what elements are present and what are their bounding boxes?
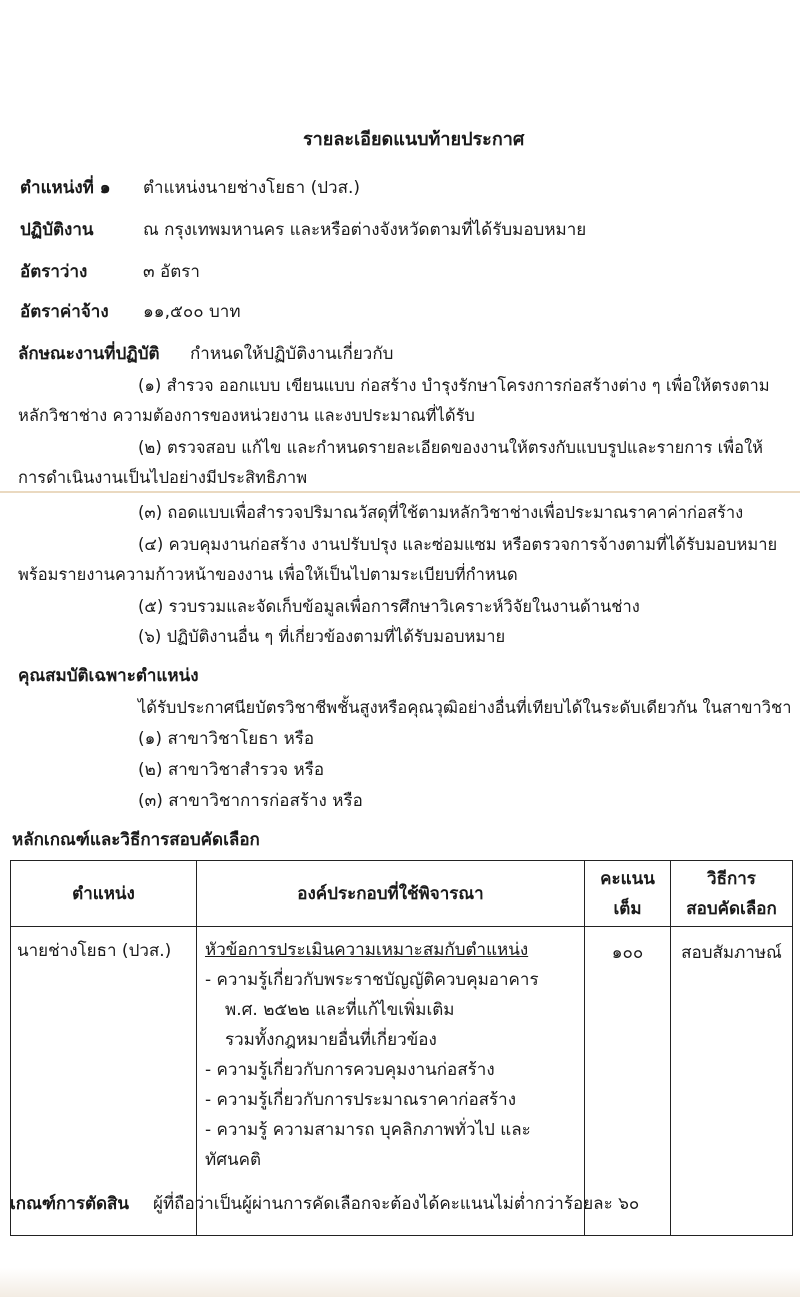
- component-line: - ความรู้ ความสามารถ บุคลิกภาพทั่วไป และทัศนคติ: [205, 1120, 531, 1170]
- duty-line: (๓) ถอดแบบเพื่อสำรวจปริมาณวัสดุที่ใช้ตามหลักวิชาช่างเพื่อประมาณราคาค่าก่อสร้าง: [138, 503, 744, 522]
- criteria-table: [10, 860, 793, 1236]
- row-score: ๑๐๐: [585, 927, 671, 1236]
- duty-line: การดำเนินงานเป็นไปอย่างมีประสิทธิภาพ: [18, 468, 308, 487]
- qualification-item: (๒) สาขาวิชาสำรวจ หรือ: [138, 760, 325, 780]
- header-method-line1: วิธีการ: [707, 868, 756, 889]
- duties-heading: ลักษณะงานที่ปฏิบัติ: [18, 344, 160, 364]
- header-components: องค์ประกอบที่ใช้พิจารณา: [197, 861, 585, 927]
- criteria-header-row: [11, 861, 793, 927]
- component-heading: หัวข้อการประเมินความเหมาะสมกับตำแหน่ง: [205, 940, 529, 960]
- header-score: [585, 861, 671, 927]
- qualifications-intro: ได้รับประกาศนียบัตรวิชาชีพชั้นสูงหรือคุณวุฒิอย่างอื่นที่เทียบได้ในระดับเดียวกัน ในสาขาวิชา: [138, 698, 792, 717]
- header-score-line2: เต็ม: [613, 898, 642, 919]
- row-position: นายช่างโยธา (ปวส.): [11, 927, 197, 1236]
- position-label: ตำแหน่งที่ ๑: [20, 178, 111, 198]
- scan-fold-line: [0, 491, 800, 493]
- wage-label: อัตราค่าจ้าง: [20, 302, 109, 322]
- component-line: พ.ศ. ๒๕๒๒ และที่แก้ไขเพิ่มเติม: [225, 1000, 455, 1020]
- scan-bottom-edge: [0, 1268, 800, 1297]
- qualification-item: (๓) สาขาวิชาการก่อสร้าง หรือ: [138, 791, 363, 811]
- wage-value: ๑๑,๕๐๐ บาท: [143, 302, 241, 322]
- duty-line: (๔) ควบคุมงานก่อสร้าง งานปรับปรุง และซ่อมแซม หรือตรวจการจ้างตามที่ได้รับมอบหมาย: [138, 535, 778, 554]
- workplace-value: ณ กรุงเทพมหานคร และหรือต่างจังหวัดตามที่ได้รับมอบหมาย: [143, 220, 587, 240]
- header-method-line2: สอบคัดเลือก: [686, 898, 777, 919]
- qualifications-heading: คุณสมบัติเฉพาะตำแหน่ง: [18, 666, 199, 686]
- header-score-line1: คะแนน: [600, 868, 655, 889]
- duty-line: หลักวิชาช่าง ความต้องการของหน่วยงาน และงบประมาณที่ได้รับ: [18, 406, 475, 425]
- vacancy-value: ๓ อัตรา: [143, 262, 200, 282]
- component-line: - ความรู้เกี่ยวกับการประมาณราคาก่อสร้าง: [205, 1090, 517, 1110]
- decision-value: ผู้ที่ถือว่าเป็นผู้ผ่านการคัดเลือกจะต้องได้คะแนนไม่ต่ำกว่าร้อยละ ๖๐: [153, 1194, 640, 1214]
- duty-line: (๕) รวบรวมและจัดเก็บข้อมูลเพื่อการศึกษาวิเคราะห์วิจัยในงานด้านช่าง: [138, 597, 640, 616]
- header-method: [671, 861, 793, 927]
- duty-line: (๑) สำรวจ ออกแบบ เขียนแบบ ก่อสร้าง บำรุงรักษาโครงการก่อสร้างต่าง ๆ เพื่อให้ตรงตาม: [138, 376, 770, 395]
- row-method: สอบสัมภาษณ์: [671, 927, 793, 1236]
- component-line: รวมทั้งกฎหมายอื่นที่เกี่ยวข้อง: [225, 1030, 437, 1050]
- position-value: ตำแหน่งนายช่างโยธา (ปวส.): [143, 178, 360, 198]
- duties-intro: กำหนดให้ปฏิบัติงานเกี่ยวกับ: [190, 344, 394, 364]
- header-position: ตำแหน่ง: [11, 861, 197, 927]
- workplace-label: ปฏิบัติงาน: [20, 220, 94, 240]
- page-title: รายละเอียดแนบท้ายประกาศ: [303, 129, 525, 150]
- duty-line: (๒) ตรวจสอบ แก้ไข และกำหนดรายละเอียดของงานให้ตรงกับแบบรูปและรายการ เพื่อให้: [138, 438, 764, 457]
- vacancy-label: อัตราว่าง: [20, 262, 88, 282]
- qualification-item: (๑) สาขาวิชาโยธา หรือ: [138, 729, 315, 749]
- criteria-heading: หลักเกณฑ์และวิธีการสอบคัดเลือก: [12, 830, 260, 850]
- duty-line: (๖) ปฏิบัติงานอื่น ๆ ที่เกี่ยวข้องตามที่ได้รับมอบหมาย: [138, 627, 506, 646]
- component-line: - ความรู้เกี่ยวกับพระราชบัญญัติควบคุมอาคาร: [205, 970, 539, 990]
- component-line: - ความรู้เกี่ยวกับการควบคุมงานก่อสร้าง: [205, 1060, 495, 1080]
- decision-label: เกณฑ์การตัดสิน: [10, 1194, 130, 1214]
- duty-line: พร้อมรายงานความก้าวหน้าของงาน เพื่อให้เป็นไปตามระเบียบที่กำหนด: [18, 565, 518, 584]
